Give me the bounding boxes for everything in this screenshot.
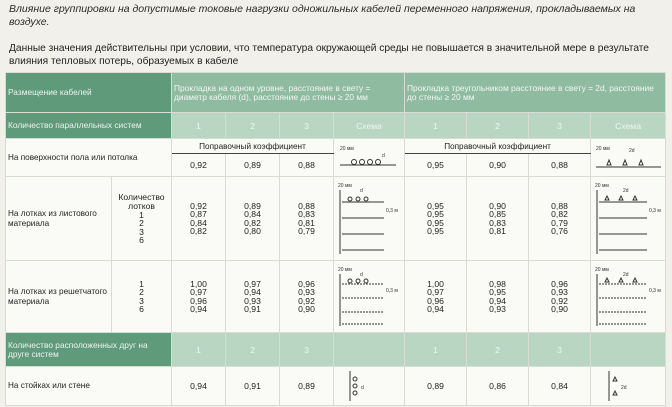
triangle-header: Прокладка треугольником расстояние в свету = 2d, расстояние до стены ≥ 20 мм	[405, 73, 666, 113]
scheme-floor-tri-icon	[593, 143, 665, 173]
two-d-label: 2d	[623, 271, 629, 278]
scheme-floor-one-icon	[336, 143, 402, 173]
tray-count: 2	[139, 218, 144, 228]
scheme-rack-one	[334, 367, 405, 406]
value-stack: 0,92 0,87 0,84 0,82	[172, 177, 226, 261]
scheme-sheet-one	[334, 177, 405, 261]
scheme-sheet-tri	[591, 177, 666, 261]
col-header-2: 2	[467, 113, 529, 139]
scheme-header: Схема	[334, 113, 405, 139]
value: 0,84	[529, 367, 591, 406]
m03-label: 0,3 м	[649, 207, 661, 214]
value-stack: 0,88 0,82 0,79 0,76	[529, 177, 591, 261]
d-label: d	[360, 187, 363, 194]
scheme-rack-one-icon	[344, 369, 394, 403]
value-stack: 0,96 0,93 0,92 0,90	[280, 261, 334, 333]
m03-label: 0,3 м	[386, 207, 398, 214]
trays-column	[112, 177, 172, 261]
scheme-floor-one	[334, 139, 405, 177]
value: 0,95	[405, 154, 467, 177]
one-level-header: Прокладка на одном уровне, расстояние в свету = диаметр кабеля (d), расстояние до стены ≥ 20 мм	[172, 73, 405, 113]
d-label: d	[382, 152, 385, 159]
parallel-count-header: Количество параллельных систем	[6, 113, 172, 139]
value: 0,89	[280, 367, 334, 406]
scheme-rack-tri	[591, 367, 666, 406]
row-label-sheet: На лотках из листового материала	[6, 177, 112, 261]
value-stack: 1,00 0,97 0,96 0,94	[172, 261, 226, 333]
scheme-grid-tri-icon	[593, 264, 665, 330]
trays-list	[112, 261, 172, 333]
value: 0,88	[280, 154, 334, 177]
mm20-label: 20 мм	[595, 266, 609, 273]
scheme-grid-one-icon	[336, 264, 402, 330]
row-label-rack: На стойках или стене	[6, 367, 172, 406]
tray-count: 3	[139, 295, 144, 306]
value: 0,94	[172, 367, 226, 406]
value: 0,90	[467, 154, 529, 177]
scheme-floor-tri	[591, 139, 666, 177]
scheme-header-empty	[334, 333, 405, 367]
mm20-label: 20 мм	[338, 182, 352, 189]
d-label: d	[361, 385, 364, 391]
tray-count: 1	[139, 209, 144, 220]
derating-table	[5, 72, 666, 406]
row-label-grid: На лотках из решетчатого материала	[6, 261, 112, 333]
scheme-header-empty	[591, 333, 666, 367]
scheme-grid-one	[334, 261, 405, 333]
scheme-rack-tri-icon	[603, 369, 653, 403]
col-header-3: 3	[529, 113, 591, 139]
scheme-header: Схема	[591, 113, 666, 139]
col-header-2: 2	[467, 333, 529, 367]
correction-label: Поправочный коэффициент	[405, 139, 591, 154]
stacked-count-header: Количество расположенных друг на друге систем	[6, 333, 172, 367]
value-stack: 0,89 0,84 0,82 0,80	[226, 177, 280, 261]
col-header-1: 1	[172, 333, 226, 367]
value-stack: 0,88 0,83 0,81 0,79	[280, 177, 334, 261]
scheme-sheet-tri-icon	[593, 180, 665, 258]
mm20-label: 20 мм	[340, 145, 354, 152]
tray-count: 1	[139, 278, 144, 289]
mm20-label: 20 мм	[595, 182, 609, 189]
value-stack: 0,97 0,94 0,93 0,91	[226, 261, 280, 333]
value: 0,89	[226, 154, 280, 177]
d-label: d	[360, 271, 363, 278]
row-label-floor: На поверхности пола или потолка	[6, 139, 172, 177]
scheme-sheet-one-icon	[336, 180, 402, 258]
placement-header: Размещение кабелей	[6, 73, 172, 113]
value-stack: 0,90 0,85 0,83 0,81	[467, 177, 529, 261]
col-header-3: 3	[280, 333, 334, 367]
two-d-label: 2d	[623, 187, 629, 194]
mm20-label: 20 мм	[596, 145, 610, 152]
m03-label: 0,3 м	[386, 287, 398, 294]
value: 0,92	[172, 154, 226, 177]
value-stack: 0,96 0,93 0,92 0,90	[529, 261, 591, 333]
col-header-3: 3	[529, 333, 591, 367]
trays-list	[114, 211, 169, 245]
col-header-2: 2	[226, 113, 280, 139]
correction-label: Поправочный коэффициент	[172, 139, 334, 154]
document-title: Влияние группировки на допустимые токовые нагрузки одножильных кабелей переменного напряжения, прокладываемых на воздухе.	[9, 3, 636, 28]
col-header-1: 1	[405, 333, 467, 367]
col-header-2: 2	[226, 333, 280, 367]
tray-count: 6	[139, 235, 144, 245]
intro-text: Данные значения действительны при условии, что температура окружающей среды не повышается в значительной мере в результате влияния тепловых потерь, образуемых в кабеле	[9, 43, 649, 67]
tray-count: 3	[139, 226, 144, 237]
two-d-label: 2d	[629, 147, 635, 154]
two-d-label: 2d	[621, 385, 627, 391]
mm20-label: 20 мм	[338, 266, 352, 273]
col-header-1: 1	[405, 113, 467, 139]
scheme-grid-tri	[591, 261, 666, 333]
tray-count: 6	[139, 304, 144, 314]
tray-count: 2	[139, 287, 144, 297]
m03-label: 0,3 м	[649, 287, 661, 294]
trays-label: Количество лотков	[118, 191, 165, 211]
value: 0,91	[226, 367, 280, 406]
value: 0,86	[467, 367, 529, 406]
col-header-3: 3	[280, 113, 334, 139]
value-stack: 0,95 0,95 0,95 0,95	[405, 177, 467, 261]
value: 0,88	[529, 154, 591, 177]
col-header-1: 1	[172, 113, 226, 139]
value: 0,89	[405, 367, 467, 406]
value-stack: 0,98 0,95 0,94 0,93	[467, 261, 529, 333]
value-stack: 1,00 0,97 0,96 0,94	[405, 261, 467, 333]
